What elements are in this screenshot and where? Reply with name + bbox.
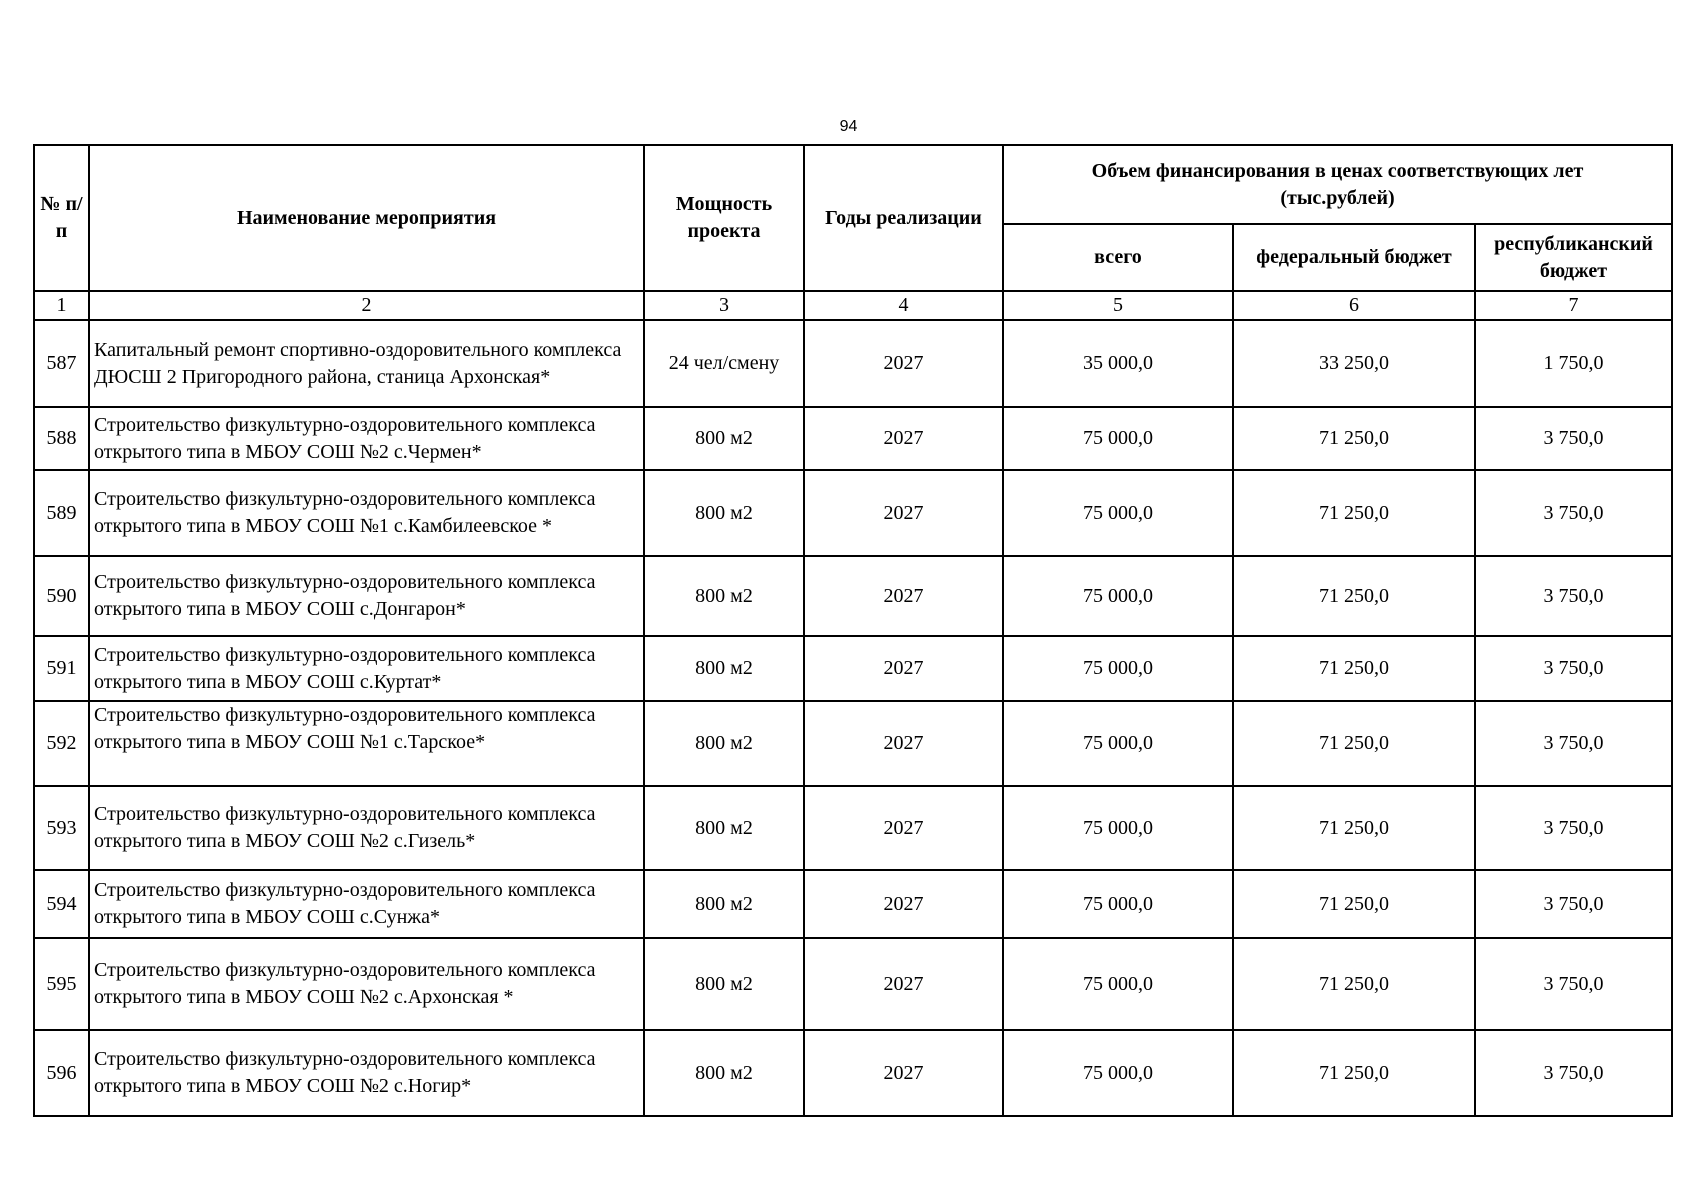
row-year: 2027 [804, 636, 1003, 701]
column-number: 4 [804, 291, 1003, 320]
table-body [34, 320, 1672, 1116]
row-name: Строительство физкультурно-оздоровительного комплекса открытого типа в МБОУ СОШ №2 с.Чермен* [89, 407, 644, 470]
row-federal: 71 250,0 [1233, 470, 1475, 556]
row-total: 75 000,0 [1003, 556, 1233, 636]
row-federal: 71 250,0 [1233, 556, 1475, 636]
table-header [34, 145, 1672, 320]
row-year: 2027 [804, 320, 1003, 407]
header-name: Наименование мероприятия [89, 145, 644, 291]
row-year: 2027 [804, 701, 1003, 786]
row-capacity: 800 м2 [644, 701, 804, 786]
row-federal: 71 250,0 [1233, 407, 1475, 470]
row-num: 587 [34, 320, 89, 407]
table-row [34, 1030, 1672, 1116]
header-years: Годы реализации [804, 145, 1003, 291]
row-federal: 71 250,0 [1233, 636, 1475, 701]
column-number-row [34, 291, 1672, 320]
row-capacity: 800 м2 [644, 556, 804, 636]
row-total: 75 000,0 [1003, 1030, 1233, 1116]
table-row [34, 407, 1672, 470]
row-total: 75 000,0 [1003, 701, 1233, 786]
row-name: Капитальный ремонт спортивно-оздоровительного комплекса ДЮСШ 2 Пригородного района, станица Архонская* [89, 320, 644, 407]
row-num: 596 [34, 1030, 89, 1116]
row-capacity: 800 м2 [644, 636, 804, 701]
row-num: 593 [34, 786, 89, 870]
row-name: Строительство физкультурно-оздоровительного комплекса открытого типа в МБОУ СОШ с.Донгарон* [89, 556, 644, 636]
row-year: 2027 [804, 786, 1003, 870]
row-name: Строительство физкультурно-оздоровительного комплекса открытого типа в МБОУ СОШ №1 с.Камбилеевское * [89, 470, 644, 556]
row-year: 2027 [804, 556, 1003, 636]
row-federal: 71 250,0 [1233, 870, 1475, 938]
header-republic: республиканский бюджет [1475, 224, 1672, 291]
row-republic: 3 750,0 [1475, 1030, 1672, 1116]
row-year: 2027 [804, 870, 1003, 938]
row-name: Строительство физкультурно-оздоровительного комплекса открытого типа в МБОУ СОШ №2 с.Ногир* [89, 1030, 644, 1116]
row-capacity: 800 м2 [644, 407, 804, 470]
column-number: 2 [89, 291, 644, 320]
row-republic: 3 750,0 [1475, 407, 1672, 470]
table-row [34, 701, 1672, 786]
row-name: Строительство физкультурно-оздоровительного комплекса открытого типа в МБОУ СОШ с.Куртат* [89, 636, 644, 701]
row-total: 75 000,0 [1003, 636, 1233, 701]
table-row [34, 636, 1672, 701]
header-funding: Объем финансирования в ценах соответствующих лет (тыс.рублей) [1003, 145, 1672, 224]
row-republic: 3 750,0 [1475, 636, 1672, 701]
column-number: 3 [644, 291, 804, 320]
page-number: 94 [839, 118, 858, 135]
table-row [34, 938, 1672, 1030]
row-capacity: 800 м2 [644, 470, 804, 556]
header-capacity: Мощность проекта [644, 145, 804, 291]
row-federal: 71 250,0 [1233, 701, 1475, 786]
row-num: 589 [34, 470, 89, 556]
row-republic: 3 750,0 [1475, 470, 1672, 556]
table-row [34, 786, 1672, 870]
row-federal: 71 250,0 [1233, 938, 1475, 1030]
row-capacity: 800 м2 [644, 870, 804, 938]
column-number: 6 [1233, 291, 1475, 320]
funding-table [33, 144, 1673, 1117]
row-num: 591 [34, 636, 89, 701]
row-capacity: 24 чел/смену [644, 320, 804, 407]
header-federal: федеральный бюджет [1233, 224, 1475, 291]
row-republic: 3 750,0 [1475, 556, 1672, 636]
column-number: 7 [1475, 291, 1672, 320]
row-total: 75 000,0 [1003, 938, 1233, 1030]
table-row [34, 870, 1672, 938]
row-num: 590 [34, 556, 89, 636]
row-federal: 71 250,0 [1233, 786, 1475, 870]
row-total: 75 000,0 [1003, 870, 1233, 938]
row-total: 75 000,0 [1003, 407, 1233, 470]
row-year: 2027 [804, 1030, 1003, 1116]
row-total: 35 000,0 [1003, 320, 1233, 407]
row-name: Строительство физкультурно-оздоровительного комплекса открытого типа в МБОУ СОШ №2 с.Гизель* [89, 786, 644, 870]
row-num: 592 [34, 701, 89, 786]
row-republic: 3 750,0 [1475, 938, 1672, 1030]
column-number: 5 [1003, 291, 1233, 320]
row-capacity: 800 м2 [644, 786, 804, 870]
row-year: 2027 [804, 470, 1003, 556]
row-republic: 1 750,0 [1475, 320, 1672, 407]
row-year: 2027 [804, 407, 1003, 470]
row-republic: 3 750,0 [1475, 786, 1672, 870]
header-total: всего [1003, 224, 1233, 291]
table-row [34, 320, 1672, 407]
row-year: 2027 [804, 938, 1003, 1030]
row-total: 75 000,0 [1003, 470, 1233, 556]
row-name: Строительство физкультурно-оздоровительного комплекса открытого типа в МБОУ СОШ №1 с.Тарское* [89, 701, 644, 786]
table-row [34, 556, 1672, 636]
row-name: Строительство физкультурно-оздоровительного комплекса открытого типа в МБОУ СОШ №2 с.Архонская * [89, 938, 644, 1030]
row-num: 588 [34, 407, 89, 470]
row-federal: 33 250,0 [1233, 320, 1475, 407]
row-total: 75 000,0 [1003, 786, 1233, 870]
column-number: 1 [34, 291, 89, 320]
table-row [34, 470, 1672, 556]
row-name: Строительство физкультурно-оздоровительного комплекса открытого типа в МБОУ СОШ с.Сунжа* [89, 870, 644, 938]
row-num: 595 [34, 938, 89, 1030]
row-republic: 3 750,0 [1475, 701, 1672, 786]
row-republic: 3 750,0 [1475, 870, 1672, 938]
header-num: № п/п [34, 145, 89, 291]
row-capacity: 800 м2 [644, 1030, 804, 1116]
row-capacity: 800 м2 [644, 938, 804, 1030]
row-federal: 71 250,0 [1233, 1030, 1475, 1116]
row-num: 594 [34, 870, 89, 938]
